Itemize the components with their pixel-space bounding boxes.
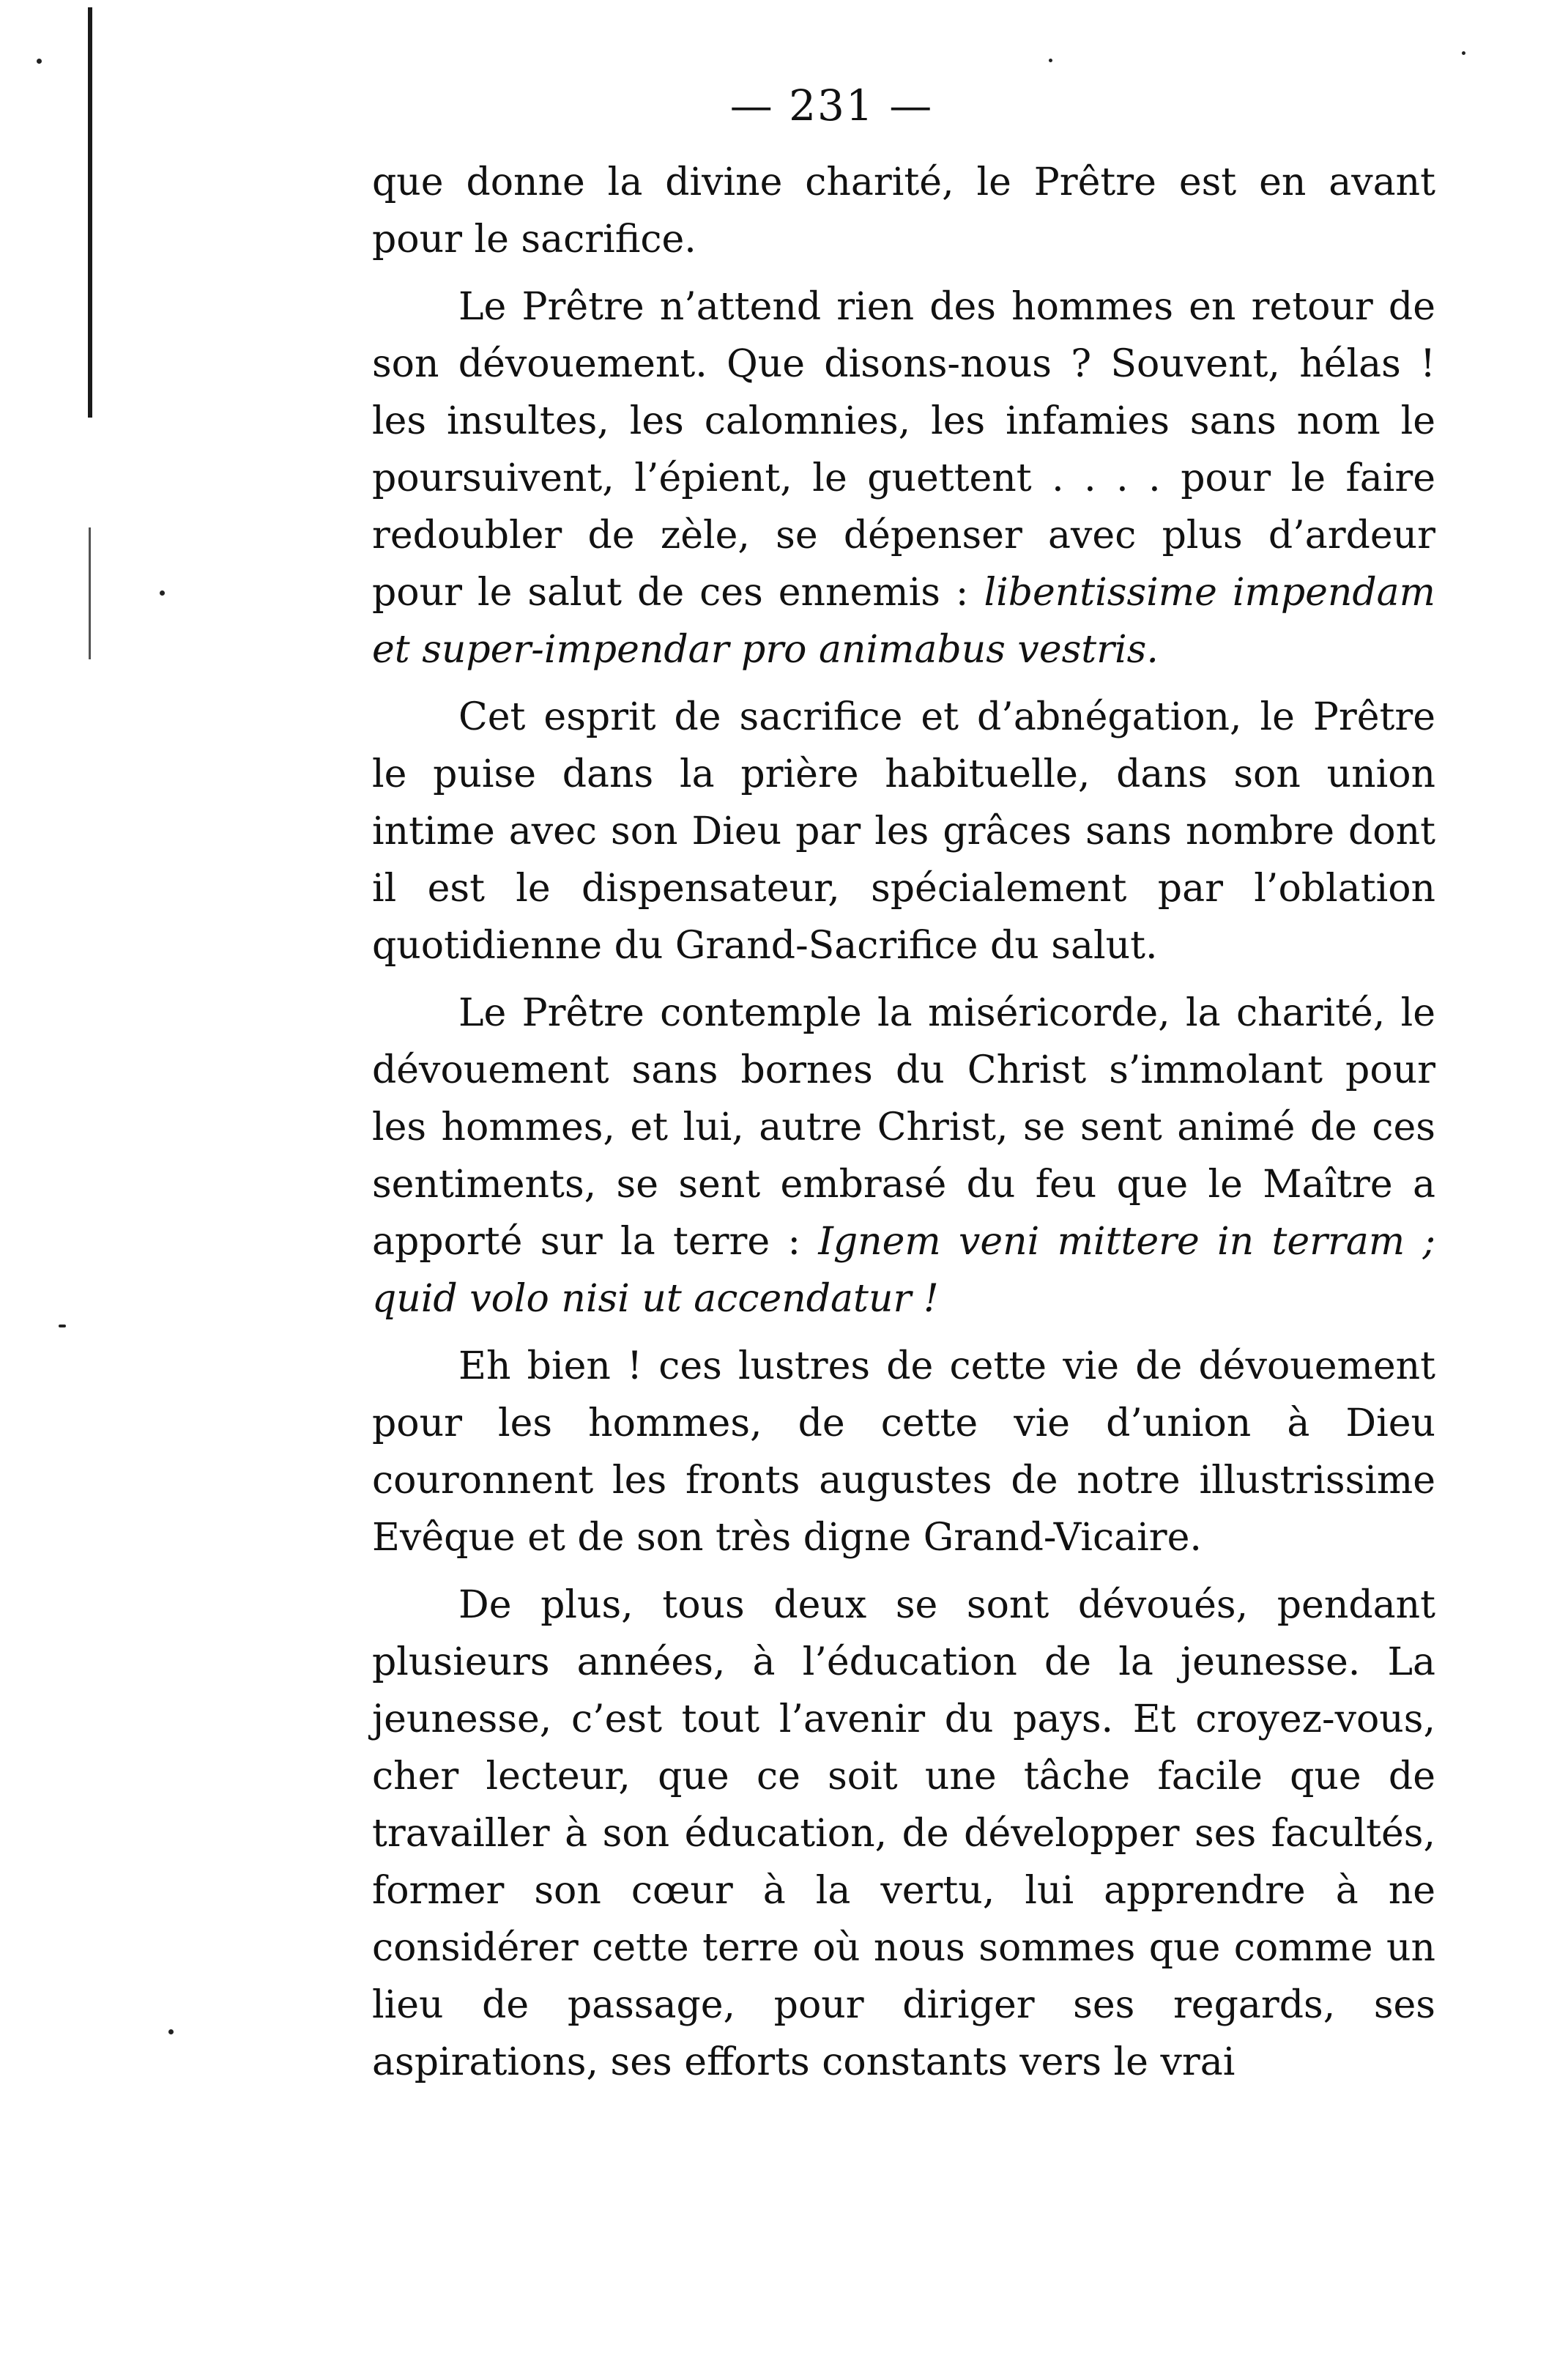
paragraph — [372, 1338, 1435, 1566]
scan-speck — [1049, 59, 1052, 62]
paragraph-text: Eh bien ! ces lustres de cette vie de dévouement pour les hommes, de cette vie d’union à Dieu couronnent les fronts augustes de notre illustrissime Evêque et de son très digne Grand-Vicaire. — [372, 1344, 1435, 1560]
binding-edge-mark-lower — [89, 527, 91, 659]
paragraph — [372, 1577, 1435, 2091]
scan-speck — [160, 590, 165, 596]
paragraph — [372, 689, 1435, 974]
scan-speck — [59, 1325, 66, 1327]
scan-speck — [168, 2029, 174, 2034]
body-text — [372, 154, 1435, 2091]
scan-speck — [37, 59, 42, 64]
paragraph — [372, 278, 1435, 678]
scan-speck — [1462, 51, 1465, 55]
paragraph-text: De plus, tous deux se sont dévoués, pendant plusieurs années, à l’éducation de la jeunesse. La jeunesse, c’est tout l’avenir du pays. Et croyez-vous, cher lecteur, que ce soit une tâche facile que de travailler à son éducation, de développer ses facultés, former son cœur à la vertu, lui apprendre à ne considérer cette terre où nous sommes que comme un lieu de passage, pour diriger ses regards, ses aspirations, ses efforts constants vers le vrai — [372, 1583, 1435, 2084]
paragraph-text: Le Prêtre n’attend rien des hommes en retour de son dévouement. Que disons-nous ? Souvent, hélas ! les insultes, les calomnies, les infamies sans nom le poursuivent, l’épient, le guettent . . . . pour le faire redoubler de zèle, se dépenser avec plus d’ardeur pour le salut de ces ennemis : — [372, 285, 1435, 615]
page-number: — 231 — — [729, 81, 934, 130]
binding-edge-mark — [88, 7, 92, 418]
paragraph-text: Le Prêtre contemple la miséricorde, la charité, le dévouement sans bornes du Christ s’immolant pour les hommes, et lui, autre Christ, se sent animé de ces sentiments, se sent embrasé du feu que le Maître a apporté sur la terre : — [372, 991, 1435, 1264]
latin-quotation: Ignem veni mittere in terram ; quid volo nisi ut accendatur ! — [372, 1220, 1436, 1321]
paragraph-text: que donne la divine charité, le Prêtre est en avant pour le sacrifice. — [372, 160, 1435, 262]
latin-quotation: libentissime impendam et super-impendar pro animabus vestris. — [372, 571, 1435, 672]
paragraph-continuation — [372, 154, 1435, 268]
paragraph-text: Cet esprit de sacrifice et d’abnégation, le Prêtre le puise dans la prière habituelle, dans son union intime avec son Dieu par les grâces sans nombre dont il est le dispensateur, spécialement par l’oblation quotidienne du Grand-Sacrifice du salut. — [372, 695, 1435, 968]
paragraph — [372, 985, 1435, 1327]
